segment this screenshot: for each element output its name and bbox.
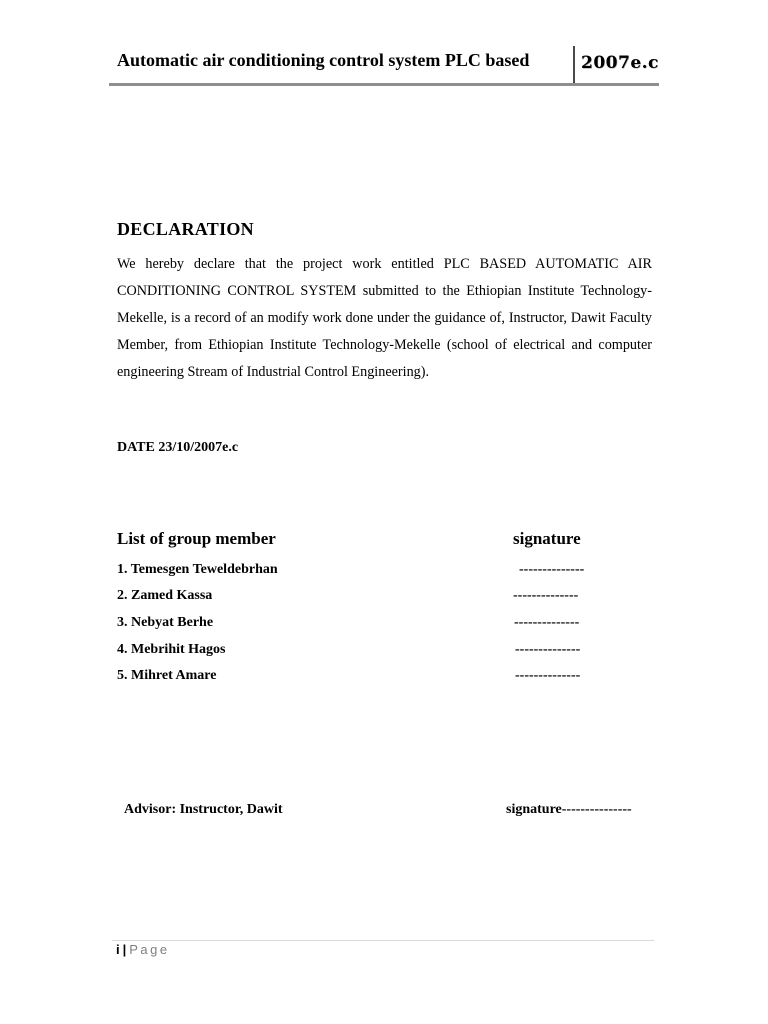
page-number: i [116, 942, 120, 957]
declaration-body: We hereby declare that the project work entitled PLC BASED AUTOMATIC AIR CONDITIONING CONTROL SYSTEM submitted to the Ethiopian Institute Technology-Mekelle, is a record of an modify work done under the guidance of, Instructor, Dawit Faculty Member, from Ethiopian Institute Technology-Mekelle (school of electrical and computer engineering Stream of Industrial Control Engineering). [117, 256, 652, 380]
member-signature-line: -------------- [514, 615, 580, 630]
member-name: 3. Nebyat Berhe [117, 615, 214, 630]
footer-rule [112, 940, 654, 941]
declaration-heading: DECLARATION [117, 219, 254, 239]
running-header-year: 2007e.c [581, 53, 659, 73]
member-signature-line: -------------- [513, 588, 579, 603]
member-signature-line: -------------- [515, 642, 581, 657]
header-rule [109, 83, 659, 86]
member-name: 1. Temesgen Teweldebrhan [117, 562, 278, 577]
member-name: 4. Mebrihit Hagos [117, 642, 226, 657]
advisor-label: Advisor: Instructor, Dawit [124, 802, 283, 817]
advisor-signature-line: signature--------------- [506, 802, 632, 817]
signature-heading: signature [513, 529, 581, 548]
member-name: 5. Mihret Amare [117, 668, 217, 683]
member-name: 2. Zamed Kassa [117, 588, 213, 603]
running-header-title: Automatic air conditioning control system PLC based [117, 50, 530, 70]
member-signature-line: -------------- [519, 562, 585, 577]
page-footer [116, 942, 170, 957]
declaration-date: DATE 23/10/2007e.c [117, 440, 239, 455]
member-signature-line: -------------- [515, 668, 581, 683]
group-list-heading: List of group member [117, 529, 276, 548]
footer-separator: | [122, 942, 127, 957]
header-divider [573, 46, 575, 84]
page-label: Page [129, 942, 170, 957]
